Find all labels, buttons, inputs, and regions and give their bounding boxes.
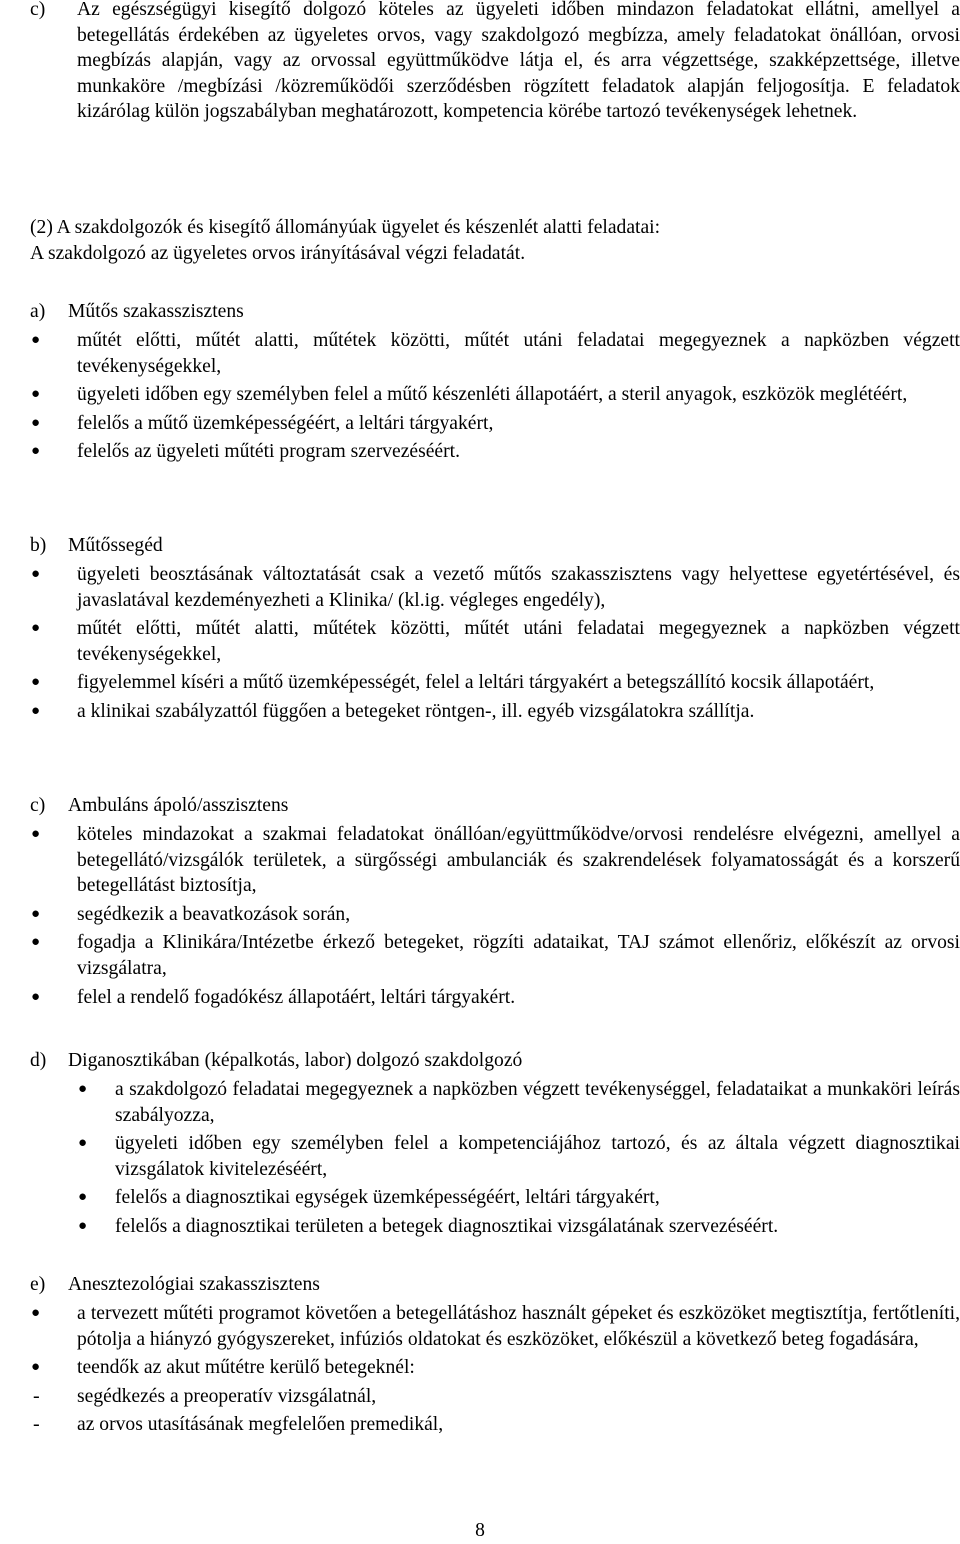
bullet-icon: ● — [31, 702, 41, 719]
item-c-text-main: Az egészségügyi kisegítő dolgozó köteles az ügyeleti időben mindazon feladatokat ellátni, amellyel a betegellátás érdekében az ügyeletes orvos, vagy szakdolgozó megbízza, amely feladatokat önállóan, orvosi megbízás alapján, vagy az orvossal együttműködve látja el, és arra végzettsége, szakképzettsége, illetve munkaköre /megbízási /közreműködői szerződésben rögzített feladatok alapján feljogosítja. — [77, 0, 960, 97]
list-item: ● ügyeleti beosztásának változtatását csak a vezető műtős szakasszisztens vagy helyettese egyetértésével, és javaslatával kezdeményezheti a Klinika/ (kl.ig. végleges engedély), — [31, 564, 960, 611]
section-a-title: Műtős szakasszisztens — [68, 301, 244, 322]
bullet-icon: ● — [78, 1189, 88, 1206]
bullet-icon: ● — [31, 386, 41, 403]
section-c-heading — [30, 793, 288, 819]
list-item: ● segédkezik a beavatkozások során, — [30, 902, 960, 928]
section-e-list — [30, 1301, 960, 1441]
section-e-heading — [30, 1272, 320, 1298]
dash-icon: - — [33, 1413, 40, 1436]
section-d-label: d) — [30, 1050, 47, 1071]
section-a-list — [30, 328, 960, 468]
section-2-line2: A szakdolgozó az ügyeletes orvos irányításával végzi feladatát. — [30, 242, 526, 264]
section-d-heading — [30, 1048, 522, 1074]
bullet-icon: ● — [31, 620, 41, 637]
list-item: ● köteles mindazokat a szakmai feladatokat önállóan/együttműködve/orvosi rendelésre elvégezni, amellyel a betegellátó/vizsgálók területek, a sürgősségi ambulanciák és szakrendelések folyamatosságát és a korszerű betegellátást biztosítja, — [31, 824, 960, 897]
section-2-line1: (2) A szakdolgozók és kisegítő állományúak ügyelet és készenlét alatti feladatai: — [30, 217, 661, 238]
list-item: ● műtét előtti, műtét alatti, műtétek közötti, műtét utáni feladatai megegyeznek a napközben végzett tevékenységekkel, — [31, 618, 960, 665]
list-item: ● felelős a diagnosztikai egységek üzemképességéért, leltári tárgyakért, — [30, 1185, 960, 1211]
bullet-icon: ● — [31, 826, 41, 842]
section-c-title: Ambuláns ápoló/asszisztens — [68, 795, 289, 816]
item-c-text — [77, 0, 960, 125]
list-item: ● a tervezett műtéti programot követően a betegellátáshoz használt gépeket és eszközöket megtisztítja, fertőtleníti, pótolja a hiányzó gyógyszereket, infúziós oldatokat és eszközöket, előkészül a következő beteg fogadására, — [31, 1303, 960, 1350]
list-item: ● felel a rendelő fogadókész állapotáért, leltári tárgyakért. — [30, 985, 960, 1011]
section-e-label: e) — [30, 1274, 46, 1295]
bullet-icon: ● — [31, 332, 41, 348]
list-item: ● ügyeleti időben egy személyben felel a műtő készenléti állapotáért, a steril anyagok, eszközök meglétéért, — [30, 382, 960, 408]
list-item: ● felelős a műtő üzemképességéért, a leltári tárgyakért, — [30, 411, 960, 437]
list-item: ● figyelemmel kíséri a műtő üzemképességét, felel a leltári tárgyakért a betegszállító kocsik állapotáért, — [30, 670, 960, 696]
bullet-icon: ● — [31, 443, 41, 460]
section-b-heading — [30, 533, 163, 559]
list-item: ● a szakdolgozó feladatai megegyeznek a napközben végzett tevékenységgel, feladataikat a munkaköri leírás szabályozza, — [78, 1079, 960, 1126]
section-b-list — [30, 562, 960, 728]
section-a-label: a) — [30, 301, 46, 322]
bullet-icon: ● — [31, 1305, 41, 1321]
page-number: 8 — [475, 1520, 485, 1541]
section-a-heading — [30, 299, 244, 325]
section-b-label: b) — [30, 535, 47, 556]
list-item: ● felelős az ügyeleti műtéti program szervezéséért. — [30, 439, 960, 465]
list-item: ● teendők az akut műtétre kerülő betegeknél: — [30, 1355, 960, 1381]
section-d-list — [30, 1077, 960, 1243]
item-c-label: c) — [30, 0, 46, 20]
bullet-icon: ● — [78, 1135, 88, 1152]
bullet-icon: ● — [31, 414, 41, 431]
bullet-icon: ● — [78, 1217, 88, 1234]
section-e-title: Anesztezológiai szakasszisztens — [68, 1274, 320, 1295]
list-item: ● a klinikai szabályzattól függően a betegeket röntgen-, ill. egyéb vizsgálatokra szállítja. — [30, 699, 960, 725]
bullet-icon: ● — [31, 934, 41, 951]
section-c-list — [30, 822, 960, 1013]
bullet-icon: ● — [31, 566, 41, 582]
list-item: ● műtét előtti, műtét alatti, műtétek közötti, műtét utáni feladatai megegyeznek a napközben végzett tevékenységekkel, — [31, 330, 960, 377]
list-item: ● ügyeleti időben egy személyben felel a kompetenciájához tartozó, és az általa végzett diagnosztikai vizsgálatok kivitelezéséért, — [78, 1133, 960, 1180]
list-item: - az orvos utasításának megfelelően premedikál, — [30, 1412, 960, 1438]
section-d-title: Diganosztikában (képalkotás, labor) dolgozó szakdolgozó — [68, 1050, 523, 1071]
bullet-icon: ● — [78, 1081, 88, 1097]
section-b-title: Műtőssegéd — [68, 535, 163, 556]
bullet-icon: ● — [31, 905, 41, 922]
bullet-icon: ● — [31, 674, 41, 691]
section-c-label: c) — [30, 795, 46, 816]
bullet-icon: ● — [31, 988, 41, 1005]
item-c-text-secondary: E feladatok kizárólag külön jogszabályban meghatározott, kompetencia körébe tartozó tevékenységek lehetnek. — [77, 75, 960, 123]
bullet-icon: ● — [31, 1359, 41, 1376]
list-item: ● felelős a diagnosztikai területen a betegek diagnosztikai vizsgálatának szervezéséért. — [30, 1214, 960, 1240]
section-2-intro — [30, 215, 960, 266]
dash-icon: - — [33, 1384, 40, 1407]
list-item: - segédkezés a preoperatív vizsgálatnál, — [30, 1384, 960, 1410]
list-item: ● fogadja a Klinikára/Intézetbe érkező betegeket, rögzíti adataikat, TAJ számot ellenőriz, előkészít az orvosi vizsgálatra, — [31, 932, 960, 979]
